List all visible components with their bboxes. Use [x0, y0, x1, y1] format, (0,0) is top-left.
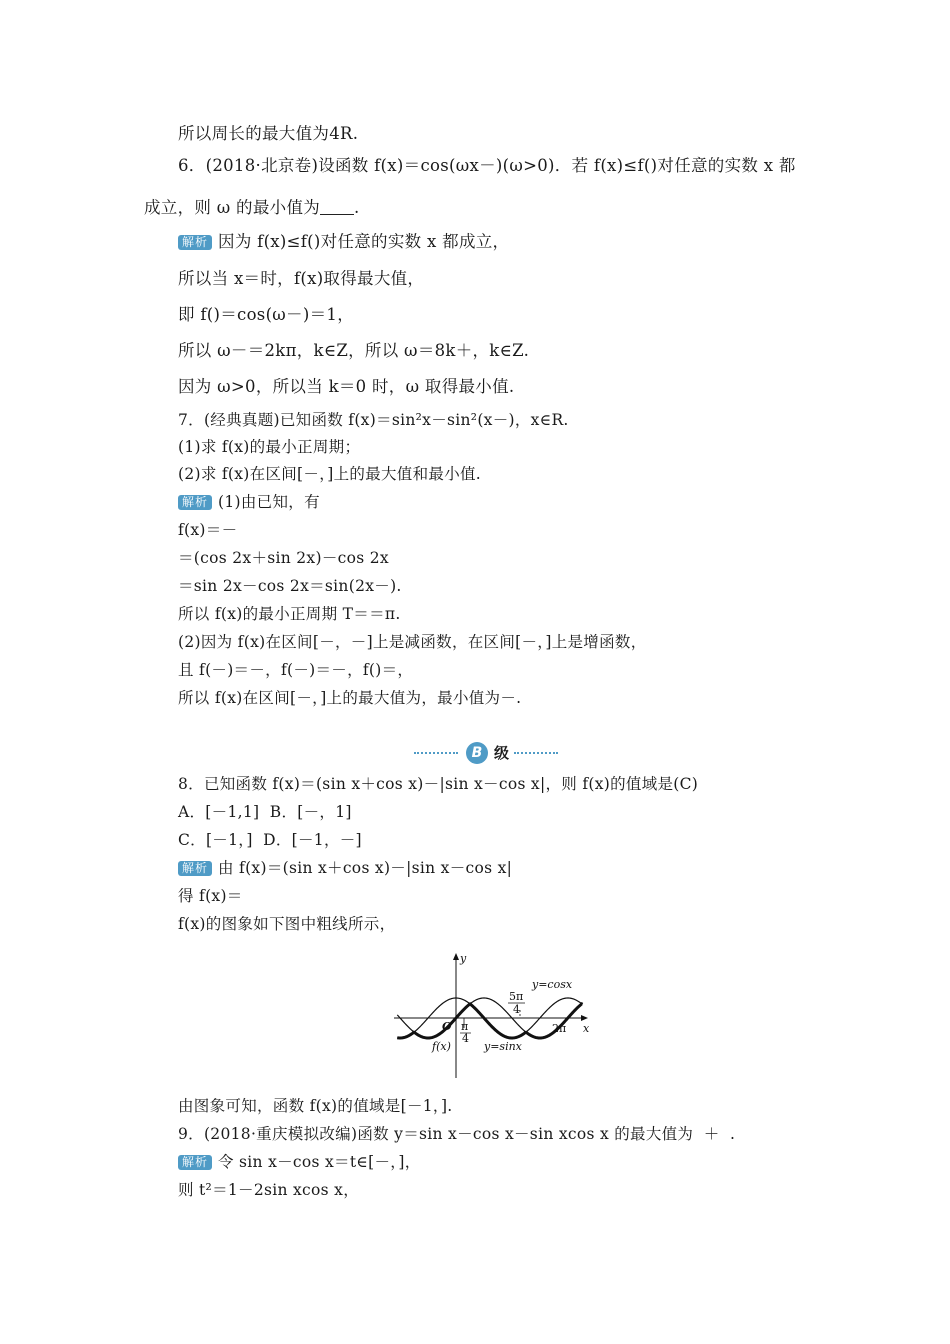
x-axis-label: x — [583, 1022, 590, 1035]
y-axis-arrow — [453, 953, 459, 960]
q8-solution-1: 解析 由 f(x)＝(sin x＋cos x)－|sin x－cos x| — [178, 858, 512, 878]
analysis-tag: 解析 — [178, 861, 212, 876]
section-label: 级 — [494, 744, 510, 762]
q6-solution-5: 因为 ω>0，所以当 k＝0 时，ω 取得最小值. — [178, 377, 515, 396]
divider-dots-right — [514, 752, 558, 754]
q6-line1: 6．(2018·北京卷)设函数 f(x)＝cos(ωx－)(ω>0)．若 f(x)≤f()对任意的实数 x 都 — [178, 156, 796, 175]
q7-solution-7: 且 f(－)＝－，f(－)＝－，f()＝， — [178, 661, 414, 679]
answer-blank — [320, 200, 354, 215]
q8-solution-3: f(x)的图象如下图中粗线所示， — [178, 915, 396, 933]
analysis-tag: 解析 — [178, 235, 212, 250]
q7-line2: (1)求 f(x)的最小正周期； — [178, 438, 361, 456]
q6-line2: 成立，则 ω 的最小值为 . — [144, 198, 360, 217]
cos-label: y=cosx — [532, 978, 573, 991]
five-pi-denominator: 4 — [513, 1003, 520, 1016]
analysis-tag: 解析 — [178, 495, 212, 510]
q7-solution-6: (2)因为 f(x)在区间[－，－]上是减函数，在区间[－，]上是增函数， — [178, 633, 647, 651]
q7-solution-5: 所以 f(x)的最小正周期 T＝＝π. — [178, 605, 401, 623]
q8-solution-4: 由图象可知，函数 f(x)的值域是[－1，]. — [178, 1097, 453, 1115]
divider-dots-left — [414, 752, 458, 754]
pi-numerator: π — [461, 1020, 469, 1033]
q7-solution-8: 所以 f(x)在区间[－，]上的最大值为，最小值为－. — [178, 689, 522, 707]
q8-option-cd: C．[－1，] D．[－1，－] — [178, 831, 362, 849]
q8-line1: 8．已知函数 f(x)＝(sin x＋cos x)－|sin x－cos x|，则 f(x)的值域是(C) — [178, 775, 699, 793]
section-b-divider — [404, 742, 554, 764]
q9-solution-1: 解析 令 sin x－cos x＝t∈[－，]， — [178, 1152, 421, 1172]
x-axis-arrow — [581, 1015, 588, 1021]
line-perimeter-max: 所以周长的最大值为4R. — [178, 124, 359, 143]
q8-solution-2: 得 f(x)＝ — [178, 887, 243, 905]
y-axis-label: y — [460, 952, 467, 965]
five-pi-numerator: 5π — [509, 990, 524, 1003]
two-pi-label: 2π — [552, 1022, 567, 1035]
sin-label: y=sinx — [484, 1040, 522, 1053]
f-label: f(x) — [432, 1040, 451, 1053]
function-graph — [392, 950, 602, 1082]
q6-solution-2: 所以当 x＝时，f(x)取得最大值， — [178, 269, 425, 288]
q7-solution-4: ＝sin 2x－cos 2x＝sin(2x－). — [178, 577, 402, 595]
section-badge: B — [466, 742, 488, 764]
q9-solution-2: 则 t²＝1－2sin xcos x， — [178, 1181, 359, 1199]
q7-solution-2: f(x)＝－ — [178, 521, 238, 539]
q6-solution-3: 即 f()＝cos(ω－)＝1， — [178, 305, 354, 324]
q7-solution-1: 解析 (1)由已知，有 — [178, 492, 320, 512]
analysis-tag: 解析 — [178, 1155, 212, 1170]
q9-line1: 9．(2018·重庆模拟改编)函数 y＝sin x－cos x－sin xcos x 的最大值为 ＋ . — [178, 1125, 736, 1143]
q7-line3: (2)求 f(x)在区间[－，]上的最大值和最小值. — [178, 465, 482, 483]
pi-denominator: 4 — [462, 1032, 469, 1045]
origin-label: O — [442, 1020, 452, 1033]
q7-solution-3: ＝(cos 2x＋sin 2x)－cos 2x — [178, 549, 389, 567]
q8-option-ab: A．[－1,1] B．[－，1] — [178, 803, 352, 821]
q7-line1: 7．(经典真题)已知函数 f(x)＝sin²x－sin²(x－)，x∈R. — [178, 411, 569, 429]
q6-solution-4: 所以 ω－＝2kπ，k∈Z，所以 ω＝8k＋，k∈Z. — [178, 341, 530, 360]
q6-solution-1: 解析 因为 f(x)≤f()对任意的实数 x 都成立， — [178, 232, 509, 252]
